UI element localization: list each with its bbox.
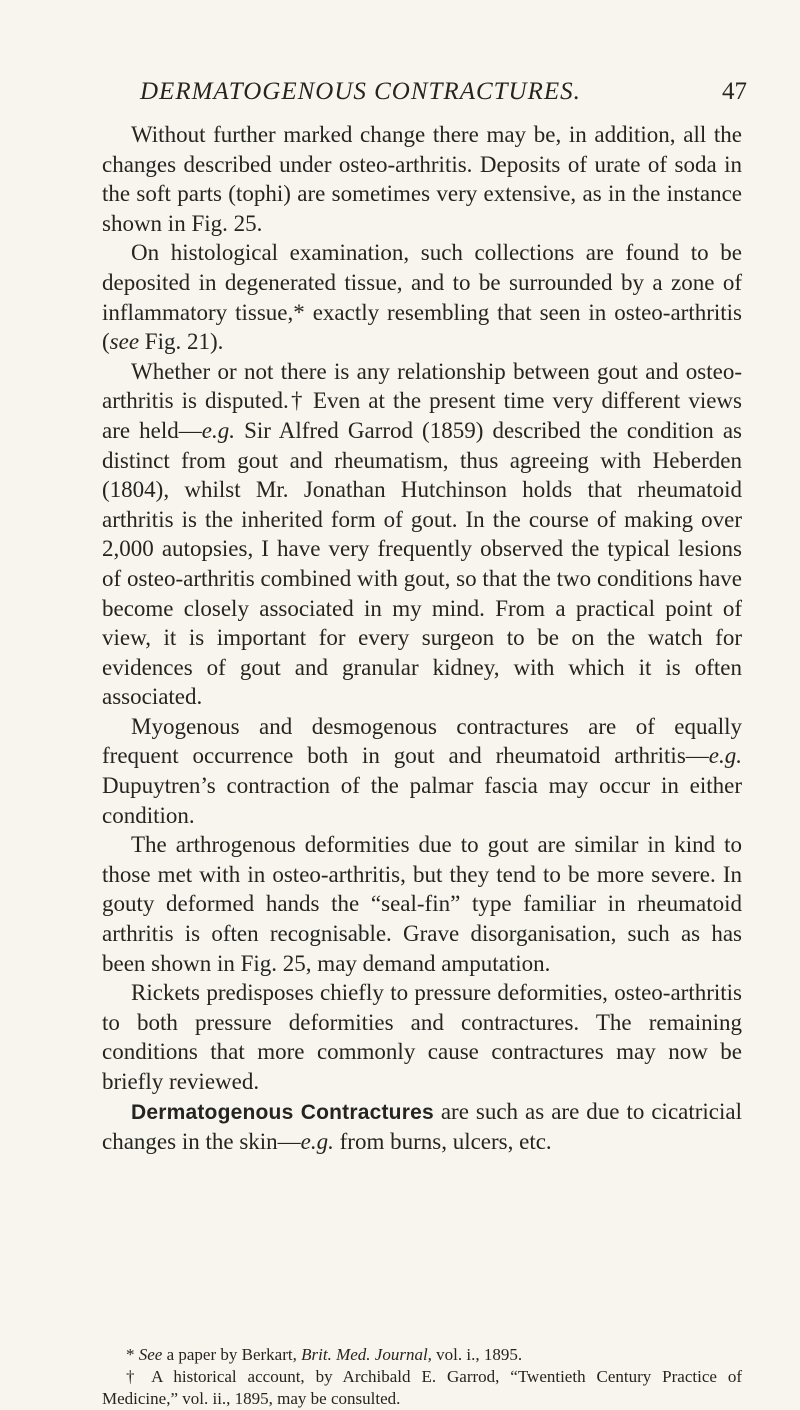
running-head: DERMATOGENOUS CONTRACTURES. — [140, 78, 581, 105]
footnote-2-text: † A historical account, by Archibald E. Garrod, “Twentieth Century Practice of Medicine,” vol. ii., 1895, may be consulted. — [102, 1367, 742, 1408]
footnote-1-text-a: a paper by Berkart, — [162, 1345, 302, 1364]
page-number: 47 — [722, 78, 747, 105]
paragraph-4 — [102, 712, 742, 830]
paragraph-1-text: Without further marked change there may be, in addition, all the changes described under osteo-arthritis. Deposits of urate of soda in the soft parts (tophi) are sometimes very extensive, as in the instance shown in Fig. 25. — [102, 122, 742, 236]
paragraph-1 — [102, 120, 742, 238]
paragraph-5-text: The arthrogenous deformities due to gout are similar in kind to those met with in osteo-arthritis, but they tend to be more severe. In gouty deformed hands the “seal-fin” type familiar in rheumatoid arthritis is often recognisable. Grave disorganisation, such as has been shown in Fig. 25, may demand amputation. — [102, 832, 742, 976]
eg-italic: e.g. — [300, 1129, 334, 1155]
footnote-1 — [102, 1344, 742, 1366]
footnote-1-journal: Brit. Med. Journal, — [301, 1345, 432, 1364]
eg-italic: e.g. — [708, 743, 742, 769]
paragraph-3-text-b: Sir Alfred Garrod (1859) described the condition as distinct from gout and rheumatism, thus agreeing with Heberden (1804), whilst Mr. Jonathan Hutchinson holds that rheumatoid arthritis is the inherited form of gout. In the course of making over 2,000 autopsies, I have very frequently observed the typical lesions of osteo-arthritis combined with gout, so that the two conditions have become closely associated in my mind. From a practical point of view, it is important for every surgeon to be on the watch for evidences of gout and granular kidney, with which it is often associated. — [102, 417, 742, 710]
eg-italic: e.g. — [201, 417, 235, 443]
paragraph-3 — [102, 357, 742, 712]
section-subheading: Dermatogenous Contractures — [131, 1100, 434, 1124]
paragraph-5 — [102, 830, 742, 978]
paragraph-7-text-a: are such as are due to cicatricial changes in the skin— — [102, 1098, 742, 1155]
paragraph-4-text-a: Myogenous and desmogenous contractures are of equally frequent occurrence both in gout and rheumatoid arthritis— — [102, 713, 742, 769]
paragraph-2-text-a: On histological examination, such collections are found to be deposited in degenerated tissue, and to be surrounded by a zone of inflammatory tissue,* exactly resembling that seen in osteo-arthritis ( — [102, 240, 742, 355]
page-header — [90, 78, 750, 112]
paragraph-2-text-b: Fig. 21). — [139, 329, 224, 355]
paragraph-7-text-b: from burns, ulcers, etc. — [333, 1129, 552, 1155]
footnotes — [102, 1344, 742, 1410]
body-text — [102, 120, 742, 1157]
paragraph-2 — [102, 238, 742, 356]
paragraph-6-text: Rickets predisposes chiefly to pressure deformities, osteo-arthritis to both pressure deformities and contractures. The remaining conditions that more commonly cause contractures may now be briefly reviewed. — [102, 980, 742, 1094]
paragraph-6 — [102, 978, 742, 1096]
paragraph-4-text-b: Dupuytren’s contraction of the palmar fascia may occur in either condition. — [102, 773, 742, 828]
footnote-1-marker: * — [126, 1345, 139, 1364]
footnote-2 — [102, 1366, 742, 1410]
paragraph-3-text-a: Whether or not there is any relationship between gout and osteo-arthritis is disputed.† Even at the present time very different views are held— — [102, 358, 742, 443]
footnote-1-text-b: vol. i., 1895. — [431, 1345, 523, 1364]
see-italic: see — [109, 329, 140, 355]
footnote-1-see: See — [138, 1345, 163, 1364]
paragraph-7 — [102, 1097, 742, 1157]
